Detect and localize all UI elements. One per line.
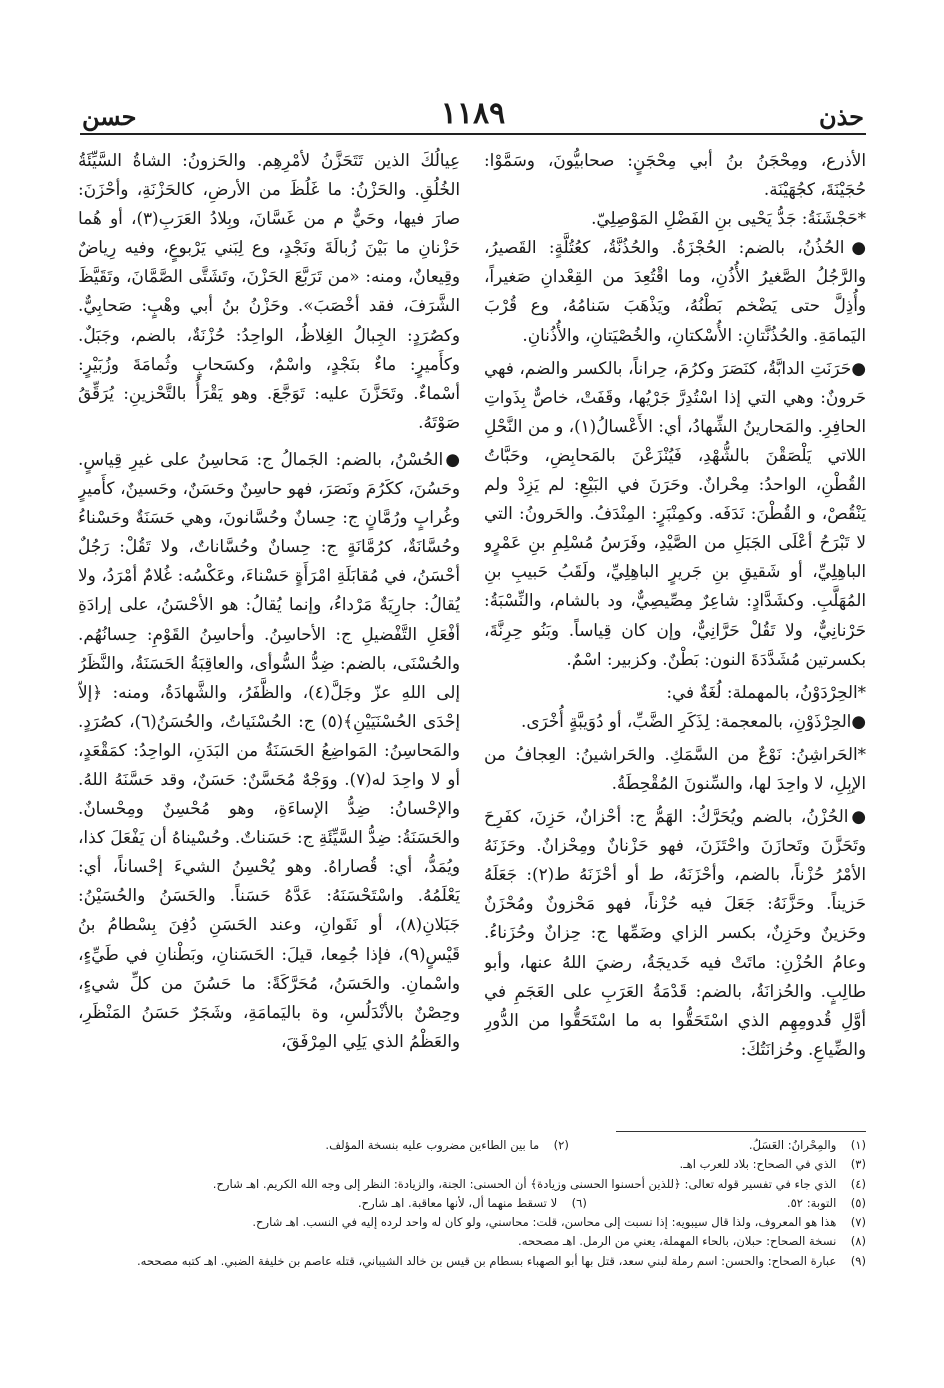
footnote-row (76, 1155, 866, 1174)
right-column (484, 146, 866, 1126)
footnote: (٥) التوبة: ٥٢. (786, 1195, 866, 1210)
footnote-row (76, 1194, 866, 1213)
footnote: (٣) الذي في الصحاح: بلاد للعرب اهـ. (679, 1157, 866, 1172)
footnote-row (76, 1232, 866, 1251)
footnote: (١) والمِحْرانُ: العَسَلُ. (748, 1138, 866, 1152)
footnote-rule (616, 1131, 866, 1132)
entry-paragraph: ●الحُذُنُ، بالضم: الحُجْزَةُ. والحُذُنَّةُ، كعُتُلَّةٍ: القَصيرُ، والرَّجُلُ الصَّغيرُ الأُذُنِ، وما اقْتُعِدَ من القِعْدانِ صَغيراً، وأُذِلَّ حتى يَضْخم بَطْنُهُ، ويَذْهَبَ سَنامُهُ، وع قُرْبَ اليَمامَةِ. والحُذُنَّتانِ: الأُسْكتانِ، والخُصْيَتانِ، والأُذُنانِ. (484, 237, 866, 345)
footnote-row (76, 1252, 866, 1271)
footnote-row (76, 1213, 866, 1232)
entry-paragraph: الأذرع، ومِحْجَنُ بنُ أبي مِحْجَنٍ: صحابيُّونَ، وسَمَّوْا: حُجَيْنَةَ، كجُهَيْنَة. (484, 150, 866, 200)
header-guide-word-last: حسن (82, 102, 137, 131)
footnote-row (76, 1136, 866, 1155)
footnote: (٤) الذي جاء في تفسير قوله تعالى: ﴿للذين أحسنوا الحسنى وزيادة﴾ أن الحسنى: الجنة، والزيادة: النظر إلى وجه الله الكريم. اهـ شارح. (212, 1176, 866, 1191)
header-guide-word-first: حذن (818, 102, 864, 131)
footnote: (٧) هذا هو المعروف، ولذا قال سيبويه: إذا نسبت إلى محاسن، قلت: محاسني، ولو كان له واحد لرده إليه في النسب. اهـ شارح. (252, 1215, 866, 1230)
footnote: (٨) نسخة الصحاح: حبلان، بالحاء المهملة، يعني من الرمل. اهـ مصححه. (518, 1234, 866, 1249)
footnote: (٦) لا تسقط منهما أل، لأنها معاقبة. اهـ شارح. (357, 1195, 587, 1210)
entry-paragraph: ●حَرَنَتِ الدابَّةُ، كنَصَرَ وكرُمَ، حِراناً، بالكسر والضم، فهي حَرونٌ: وهي التي إذا اسْتُدِرَّ جَرْيُها، وقَفَتْ، خاصٌّ بِذَواتِ الحافِرِ. والمَحارينُ الشِّهادُ، أي: الأَعْسالُ(١)، و من النَّحْلِ اللاتي يَلْصَقْنَ بالشُّهْدِ، فَيُنْزَعْنَ بالمَحابِضِ، وحَبَّاتُ القُطْنِ، الواحدُ: مِحْرانٌ. وحَرَنَ في البَيْعِ: لم يَزِدْ ولم يَنْقُصْ، و القُطْنَ: نَدَفَه. وكمِنْبَرٍ: المِنْدَفُ. والحَرونُ: التي لا تَبْرَحُ أعْلَى الجَبَلِ من الصَّيْدِ، وفَرَسُ مُسْلِمِ بنِ عَمْرٍو الباهِلِيِّ، أو شَقيقِ بنِ جَريرٍ الباهِلِيِّ، ولَقَبُ حَبيبِ بنِ المُهَلَّبِ. وكشَدَّادٍ: شاعِرٌ مِصِّيصِيٌّ، ود بالشام، والنِّسْبَةُ: حَرْنانِيٌّ، ولا تَقُلْ حَرَّانِيٌّ، وإن كان قِياساً. وبَنُو حِرِنَّةَ، بكسرتين مُشَدَّدَةَ النون: بَطْنٌ. وكزبير: اسْمٌ. (484, 357, 866, 669)
footnote: (٩) عبارة الصحاح: والحسن: اسم رملة لبني سعد، قتل بها أبو الصهباء بسطام بن قيس بن خالد الشيباني، قتله عاصم بن خليفة الضبي. اهـ كتبه مصححه. (136, 1253, 866, 1268)
entry-paragraph: عِيالُكَ الذين تَتَحَزَّنُ لأمْرِهِم. والحَزونُ: الشاةُ السَّيِّئَةُ الخُلُقِ. والحَزْنُ: ما غَلُظَ من الأرضِ، كالحَزْنَةِ، وأحْزَنَ: صارَ فيها، وحَيٌّ م من غَسَّانَ، وبِلادُ العَرَبِ(٣)، أو هُما حَزْنانِ ما بَيْنَ زُبالَةَ ونَجْدٍ، وع لِبَني يَرْبوعٍ، وفيه رِياضٌ وقِيعانٌ، ومنه: «من تَرَبَّعَ الحَزْنَ، وتَشَتَّى الصَّمَّانَ، وتَقَيَّظَ الشَّرَفَ، فقد أخْصَبَ». وحَزْنُ بنُ أبي وهْبٍ: صَحابِيٌّ. وكصُرَدٍ: الجِبالُ الغِلاظُ، الواحِدُ: حُزْنَةٌ، بالضم، وجَبَلٌ. وكأَميرٍ: ماءٌ بنَجْدٍ، واسْمٌ، وكسَحابٍ وثُمامَةَ وزُبَيْرٍ: أسْماءٌ. وتَحَزَّنَ عليه: تَوَجَّعَ. وهو يَقْرَأُ بالتَّحْزينِ: يُرَقِّقُ صَوْتَهُ. (78, 150, 460, 432)
entry-paragraph: ●الحُزْنُ، بالضم ويُحَرَّكُ: الهَمُّ ج: أحْزانٌ، حَزِنَ، كفَرِحَ وتَحَزَّنَ وتَحازَنَ واحْتَزَنَ، فهو حَزْنانٌ ومِحْزانٌ. وحَزَنَهُ الأمْرُ حُزْناً، بالضم، وأحْزَنَهُ، ط أو أحْزَنَهُ ط(٢): جَعَلَهُ حَزيناً. وحَزَّنَهُ: جَعَلَ فيه حُزْناً، فهو مَحْزونٌ ومُحْزَنٌ وحَزينٌ وحَزِنٌ، بكسر الزاي وضَمِّها ج: حِزانٌ وحُزَناءُ. وعامُ الحُزْنِ: ماتَتْ فيه خَديجَةُ، رضيَ اللهُ عنها، وأبو طالِبٍ. والحُزانَةُ، بالضم: قَدْمَةُ العَرَبِ على العَجَمِ في أوَّلِ قُدومِهِم الذي اسْتَحَقُّوا به ما اسْتَحَقُّوا من الدُّورِ والضِّياعِ. وحُزانَتُكَ: (484, 806, 866, 1059)
footnote-row (76, 1175, 866, 1194)
entry-paragraph: *الحِرْدَوْنُ، بالمهملة: لُغَةٌ في: (666, 681, 866, 702)
footnotes (76, 1136, 866, 1271)
left-column (78, 146, 460, 1126)
page-header (82, 96, 864, 132)
header-rule (80, 133, 866, 135)
page-number: ١١٨٩ (440, 96, 506, 131)
entry-paragraph: ●الحِرْذَوْنِ، بالمعجمة: لِذَكَرِ الضَّبِّ، أو دُوَيبَّةٍ أُخْرَى. (521, 710, 866, 731)
entry-paragraph: ●الحُسْنُ، بالضم: الجَمالُ ج: مَحاسِنُ على غيرِ قِياسٍ. وحَسُنَ، ككَرُمَ ونَصَرَ، فهو حاسِنٌ وحَسَنٌ، وحَسينٌ، كأَميرٍ وغُرابٍ ورُمَّانٍ ج: حِسانٌ وحُسَّانونَ، وهي حَسَنَةٌ وحَسْناءُ وحُسَّانَةٌ، كرُمَّانَةٍ ج: حِسانٌ وحُسَّاناتٌ، ولا تَقُلْ: رَجُلٌ أحْسَنُ، في مُقابَلَةِ امْرَأَةٍ حَسْناءَ، وعَكْسُه: غُلامٌ أمْرَدُ، ولا يُقالُ: جارِيَةٌ مَرْداءُ، وإنما يُقالُ: هو الأحْسَنُ، على إرادَةِ أفْعَلِ التَّفْضيلِ ج: الأحاسِنُ. وأحاسِنُ القَوْمِ: حِسانُهُم. والحُسْنَى، بالضم: ضِدُّ السُّوأى، والعاقِبَةُ الحَسَنَةُ، والنَّظَرُ إلى اللهِ عزّ وجَلَّ(٤)، والظَّفَرُ، والشَّهادَةُ، ومنه: ﴿إلاّ إحْدَى الحُسْنَيَيْنِ﴾(٥) ج: الحُسْنَياتُ، والحُسَنُ(٦)، كصُرَدٍ. والمَحاسِنُ: المَواضِعُ الحَسَنَةُ من البَدَنِ، الواحِدُ: كمَقْعَدٍ، أو لا واحِدَ له(٧). ووَجْهٌ مُحَسَّنٌ: حَسَنٌ، وقد حَسَّنَهُ اللهُ. والإحْسانُ: ضِدُّ الإساءَةِ، وهو مُحْسِنٌ ومِحْسانٌ. والحَسَنَةُ: ضِدُّ السَّيِّئَةِ ج: حَسَناتٌ. وحُسْيناهُ أن يَفْعَلَ كذا، ويُمَدُّ، أي: قُصاراهُ. وهو يُحْسِنُ الشيءَ إحْساناً، أي: يَعْلَمُهُ. واسْتَحْسَنَهُ: عَدَّهُ حَسَناً. والحَسَنُ والحُسَيْنُ: جَبَلانِ(٨)، أو نَقَوانِ، وعند الحَسَنِ دُفِنَ بِسْطامُ بنُ قَيْسٍ(٩)، فإذا جُمِعا، قيلَ: الحَسَنانِ، وبَطْنانِ في طَيِّءٍ، واسْمانِ. والحَسَنُ، مُحَرَّكَةً: ما حَسُنَ من كلِّ شيءٍ، وحِصْنٌ بالأنْدَلُسِ، وة باليَمامَةِ، وشَجَرٌ حَسَنُ المَنْظَرِ، والعَظْمُ الذي يَلِي المِرْفَقَ، (78, 448, 460, 1051)
entry-paragraph: *حَجْشَنَةُ: جَدُّ يَحْيى بنِ الفَضْلِ المَوْصِلِيّ. (591, 208, 866, 229)
footnote: (٢) ما بين الطاءين مضروب عليه بنسخة المؤلف. (325, 1138, 569, 1152)
entry-paragraph: *الحَراشِنُ: نَوْعٌ من السَّمَكِ. والحَراشينُ: العِجافُ من الإبِلِ، لا واحِدَ لها، والسِّنونَ المُقْحِطَةُ. (484, 743, 866, 793)
